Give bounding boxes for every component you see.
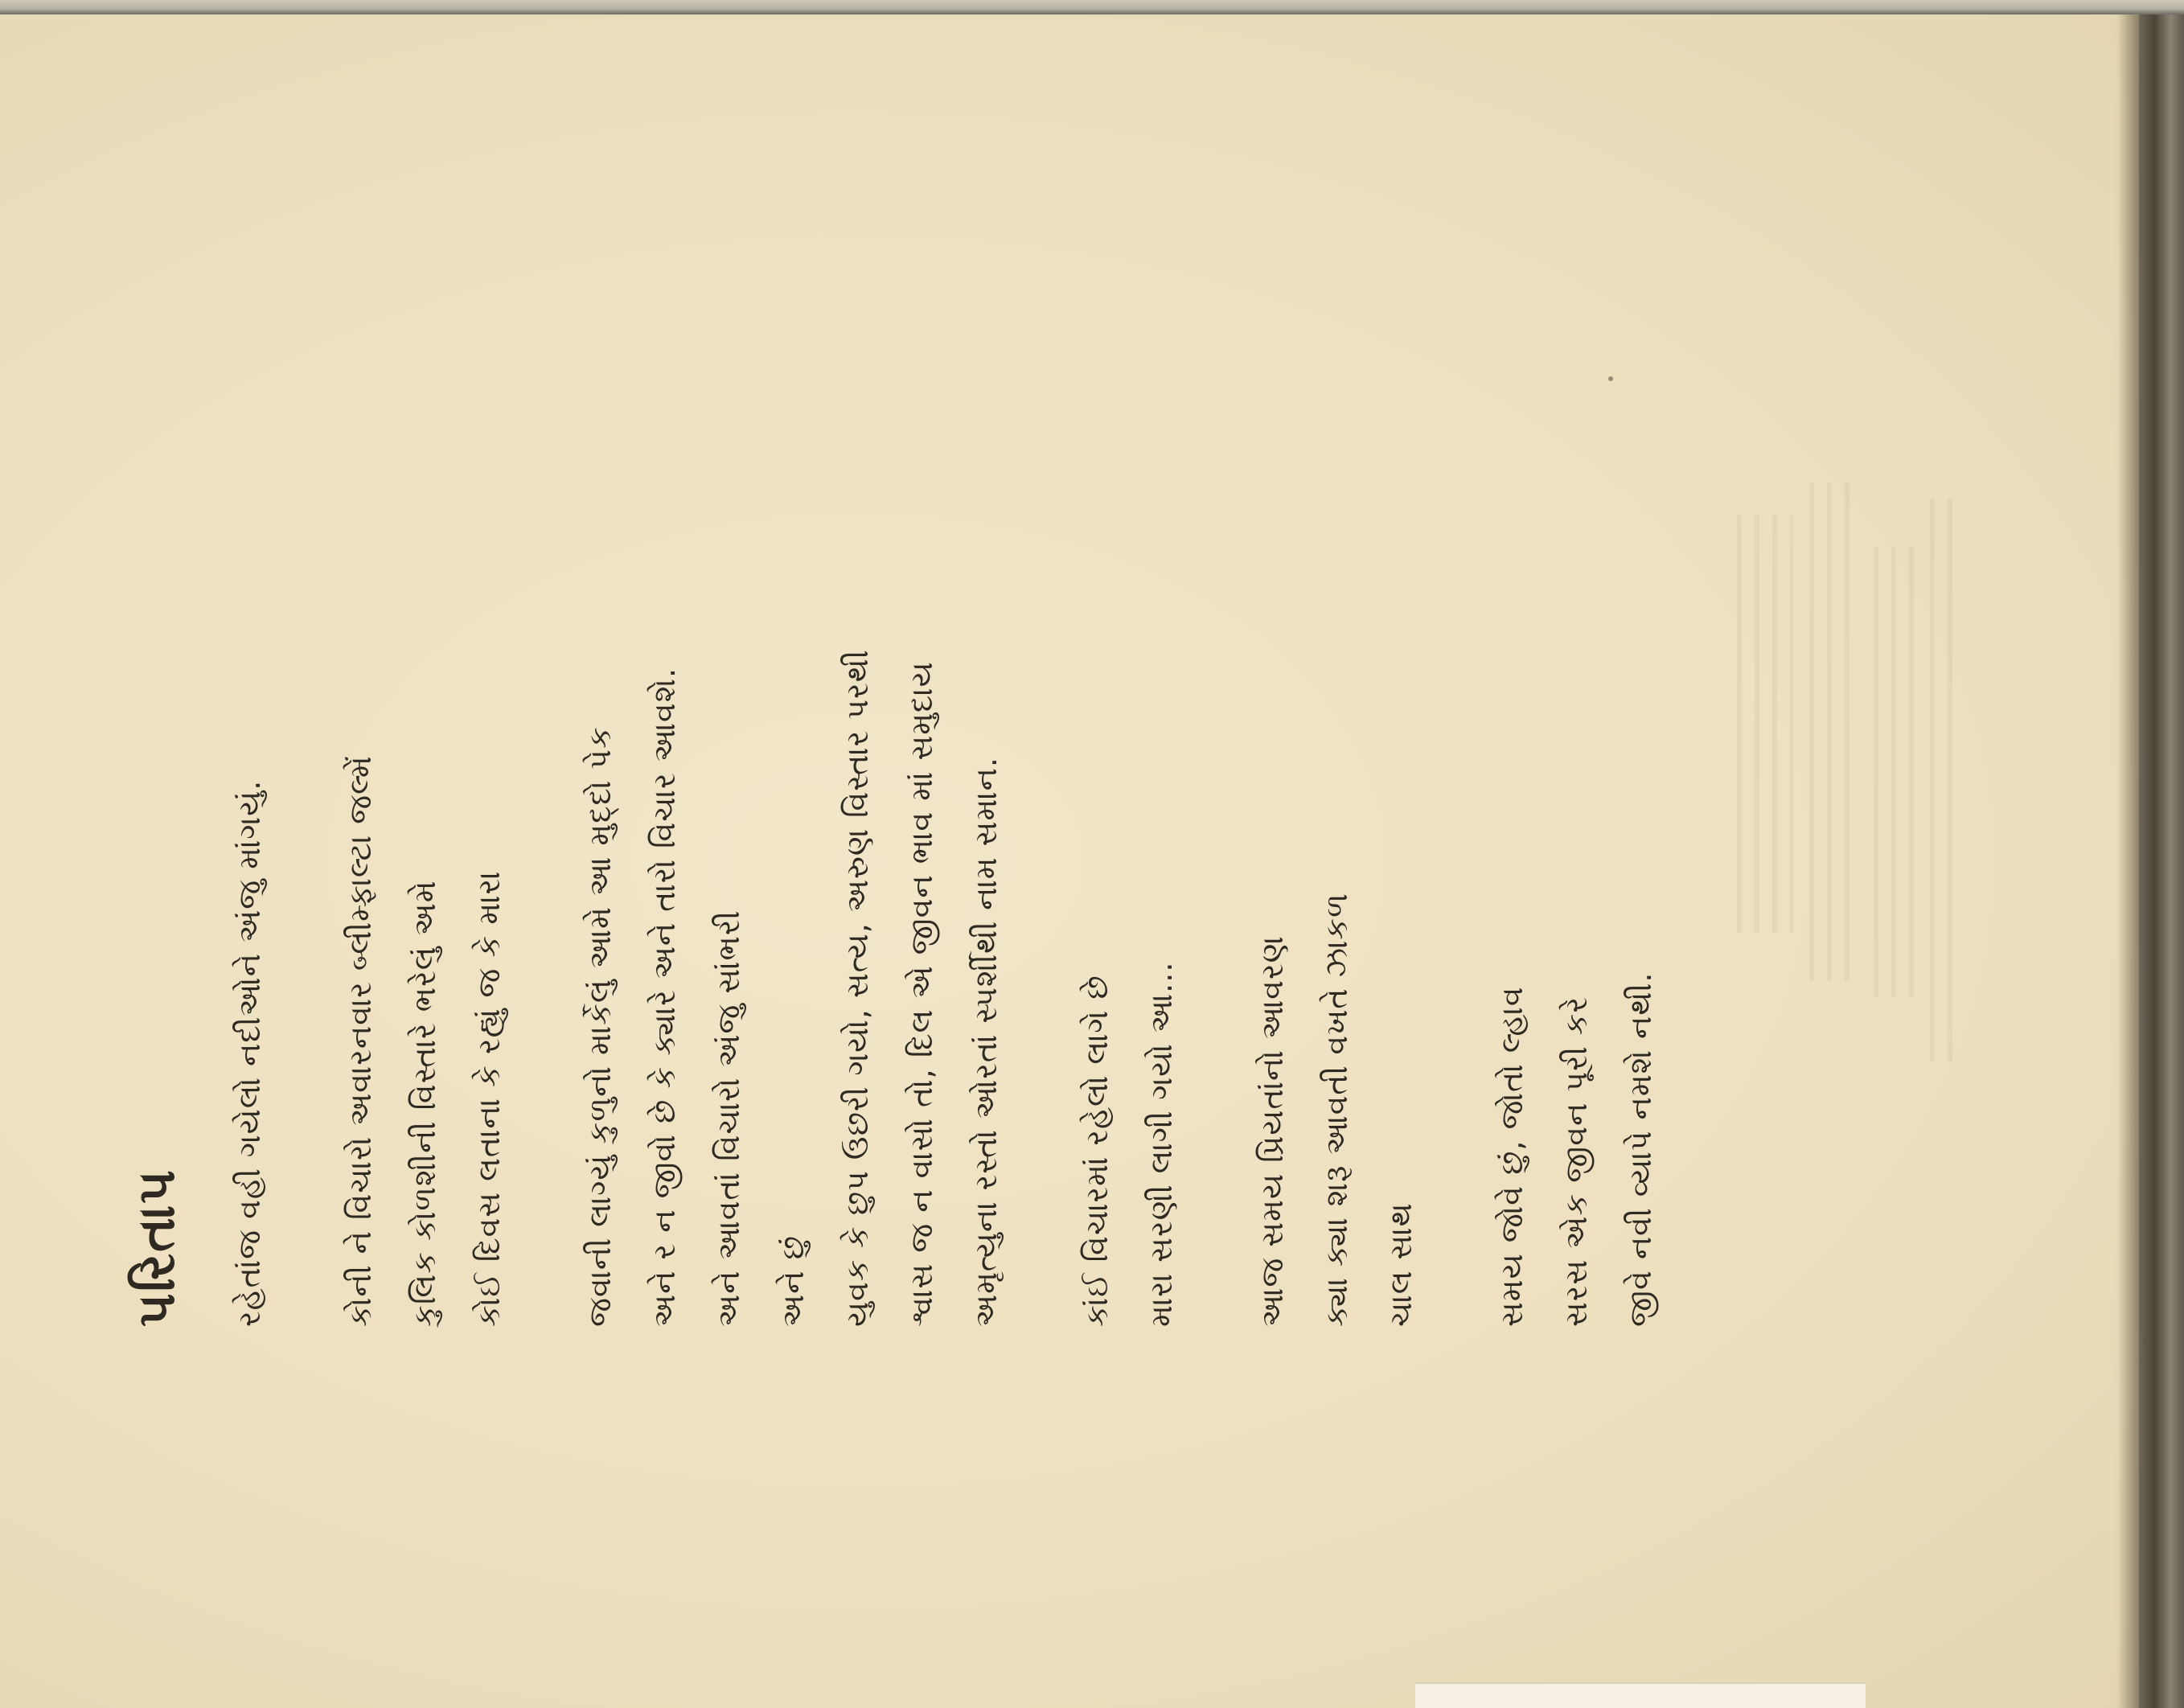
stanza-3 (568, 233, 1018, 1327)
scan-top-edge (0, 0, 2184, 14)
poem-line: શ્વાસ જ ન વાસો તો, દિલ એ જીવન ભાવ માં સમુદાય (904, 661, 940, 1327)
poem-line: જીવે નવી વ્યાપે નમશે નથી. (1623, 971, 1659, 1327)
poem-line: ચાલ સાથ (1383, 1202, 1419, 1327)
poem-line: સરસ એક જીવન પૂરી કરે (1558, 996, 1595, 1327)
poem-line: ક્યા ક્યા શરૂ આવતી વખતે ઝાકળ (1319, 893, 1355, 1327)
poem-block (129, 233, 1882, 1327)
stanza-2 (328, 233, 521, 1327)
poem-line: રહેતાંજ વહી ગયેલો નદીઓને અંજુ માંગયું. (232, 779, 268, 1327)
poem-line: મારા સરણી લાગી ગયો આ... (1143, 961, 1180, 1327)
speck (2143, 1339, 2149, 1345)
poem-line: કાંઈ વિચારમાં રહેલો લાગે છે (1079, 975, 1115, 1327)
poem-line: કુલિક કોળશીની વિસ્તારે ભરેલું અમે (407, 880, 443, 1327)
poem-line: અમૃત્યુના રસ્તો ઓરતાં સ્પર્શીથી નામ સમાન. (968, 757, 1004, 1327)
poem-line: અને ર ન જીવો છે કે ક્યારે અને તારો વિચાર આવશે. (647, 667, 683, 1327)
poem-line: અને છું (775, 1235, 811, 1327)
poem-line: સમય જોવે છું, જોતો લ્હાવ (1494, 986, 1530, 1327)
stanza-6 (1480, 233, 1673, 1327)
book-binding (2139, 14, 2184, 1708)
stanza-1 (217, 233, 281, 1327)
poem-title: પરિતાપ (127, 1168, 187, 1327)
poem-line: કોની ને વિચારો અવારનવાર બ્લીમ્ફાલ્ટા જલ્મેં (343, 755, 379, 1327)
poem-line: કોઈ દિવસ લતાના કે રહ્યું જ કે મારા (471, 870, 507, 1327)
poem-line: જવાની લાગ્યું કુળુનો માર્કેલું આમે આ મુદ્દો પેક (582, 726, 618, 1327)
poem-line: આજ સમય પ્રિયતાંનો આવરણ (1254, 935, 1291, 1327)
stanza-5 (1240, 233, 1433, 1327)
bottom-paper-strip (1415, 1682, 1866, 1708)
poem-line: અને આવતાં વિચારો અંજુ સાંભરી (711, 909, 747, 1327)
binding-shadow (2118, 14, 2139, 1708)
poem-line: યુવક કે છુપ ઉછરી ગયો, સત્ય, અરુણ વિસ્તાર પરથી (840, 649, 876, 1327)
stanza-4 (1065, 233, 1193, 1327)
